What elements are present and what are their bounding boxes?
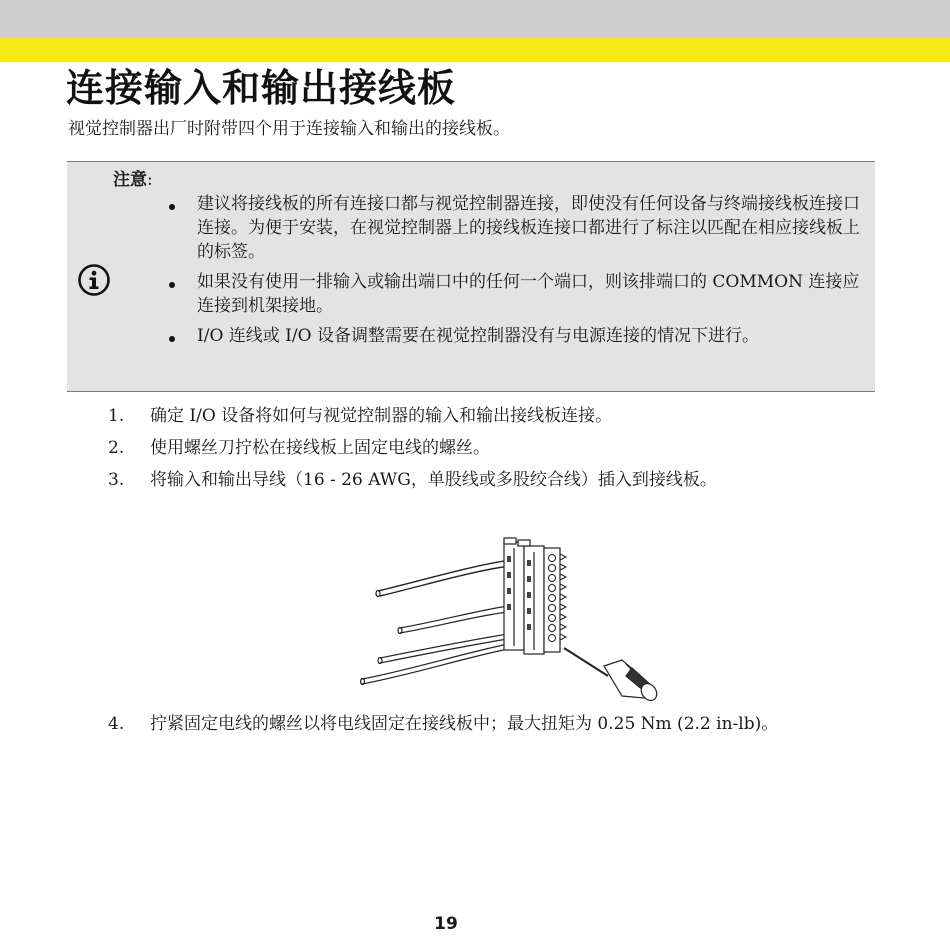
step-number: 1.: [108, 406, 125, 426]
header-gray-band: [0, 0, 950, 38]
step-text: 确定 I/O 设备将如何与视觉控制器的输入和输出接线板连接。: [150, 406, 613, 426]
note-item: [163, 270, 863, 318]
note-box: [67, 161, 875, 392]
step-item: [108, 468, 848, 492]
note-list: [163, 192, 863, 354]
step-item: [108, 712, 890, 736]
note-item: [163, 192, 863, 264]
note-item-text: 如果没有使用一排输入或输出端口中的任何一个端口，则该排端口的 COMMON 连接应连接到机架接地。: [197, 272, 860, 316]
note-item-text: I/O 连线或 I/O 设备调整需要在视觉控制器没有与电源连接的情况下进行。: [197, 326, 759, 346]
step-number: 3.: [108, 470, 125, 490]
note-label: [113, 168, 153, 192]
bullet: [169, 282, 175, 288]
step-text: 拧紧固定电线的螺丝以将电线固定在接线板中；最大扭矩为 0.25 Nm (2.2 in-lb)。: [150, 714, 779, 734]
step-item: [108, 404, 848, 428]
bullet: [169, 204, 175, 210]
terminal-block-illustration: [360, 536, 670, 701]
step-item: [108, 436, 848, 460]
step-text: 将输入和输出导线（16 - 26 AWG，单股线或多股绞合线）插入到接线板。: [150, 470, 717, 490]
intro-paragraph: 视觉控制器出厂时附带四个用于连接输入和输出的接线板。: [68, 119, 510, 139]
steps-list: [108, 404, 848, 500]
step-text: 使用螺丝刀拧松在接线板上固定电线的螺丝。: [150, 438, 490, 458]
page-number: 19: [434, 914, 458, 934]
step-number: 4.: [108, 714, 125, 734]
note-item-text: 建议将接线板的所有连接口都与视觉控制器连接，即使没有任何设备与终端接线板连接口连接。为便于安装，在视觉控制器上的接线板连接口都进行了标注以匹配在相应接线板上的标签。: [197, 194, 860, 262]
step-number: 2.: [108, 438, 125, 458]
header-yellow-band: [0, 38, 950, 62]
bullet: [169, 336, 175, 342]
page-title: 连接输入和输出接线板: [66, 66, 457, 110]
note-label-colon: :: [147, 170, 153, 190]
note-item: [163, 324, 863, 348]
info-icon: [77, 263, 111, 297]
note-label-text: 注意: [113, 170, 147, 190]
